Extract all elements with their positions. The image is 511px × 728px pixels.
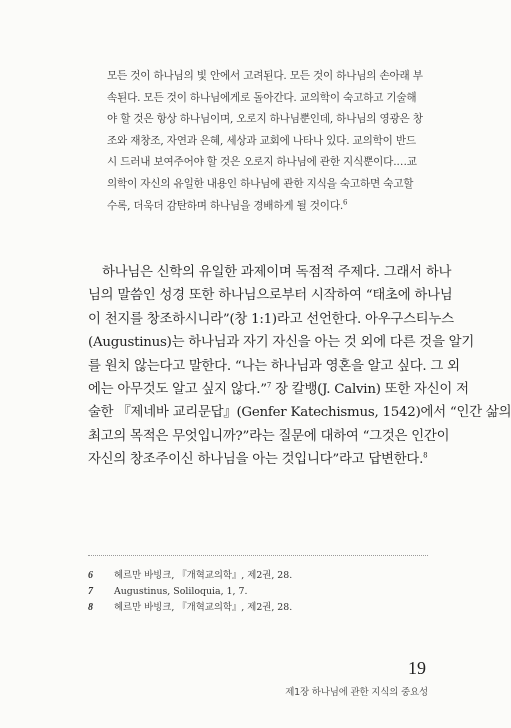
body-line-text: 장 칼뱅(J. Calvin) 또한 자신이 저 (271, 382, 469, 398)
quote-line: 시 드러내 보여주어야 할 것은 오로지 하나님에 관한 지식뿐이다.…교 (107, 156, 417, 169)
footnote-text: 헤르만 바빙크, 『개혁교의학』, 제2권, 28. (114, 602, 293, 613)
footnote-number: 8 (88, 602, 93, 613)
footnote-item (88, 568, 428, 584)
body-line: 를 원치 않는다고 말한다. “나는 하나님과 영혼을 알고 싶다. 그 외 (88, 358, 460, 374)
body-line: (Augustinus)는 하나님과 자기 자신을 아는 것 외에 다른 것을 알기 (88, 335, 475, 351)
body-line (88, 378, 469, 401)
body-line: 술한 『제네바 교리문답』(Genfer Katechismus, 1542)에서 “인간 삶의 (88, 405, 511, 421)
running-footer: 제1장 하나님에 관한 지식의 중요성 (285, 687, 428, 698)
body-paragraph (88, 261, 511, 472)
body-line: 최고의 목적은 무엇입니까?”라는 질문에 대하여 “그것은 인간이 (88, 428, 450, 444)
footnote-item (88, 584, 428, 600)
quote-line: 조와 재창조, 자연과 은혜, 세상과 교회에 나타나 있다. 교의학이 반드 (107, 134, 416, 147)
footnote-number: 6 (88, 570, 93, 581)
body-line-text: 자신의 창조주이신 하나님을 아는 것입니다”라고 답변한다. (88, 452, 424, 468)
body-line: 하나님은 신학의 유일한 과제이며 독점적 주제다. 그래서 하나 (102, 265, 452, 280)
footnote-divider (88, 555, 428, 556)
footnote-text: 헤르만 바빙크, 『개혁교의학』, 제2권, 28. (114, 570, 293, 581)
block-quote (107, 66, 425, 217)
footnote-ref[interactable]: 8 (423, 451, 428, 460)
quote-line: 속된다. 모든 것이 하나님에게로 돌아간다. 교의학이 숙고하고 기술해 (107, 91, 417, 104)
quote-line-text: 수록, 더욱더 감탄하며 하나님을 경배하게 될 것이다. (107, 199, 344, 212)
quote-line: 모든 것이 하나님의 빛 안에서 고려된다. 모든 것이 하나님의 손아래 부 (107, 70, 423, 82)
footnote-text: Augustinus, Soliloquia, 1, 7. (114, 586, 248, 597)
body-line: 이 천지를 창조하시니라”(창 1:1)라고 선언한다. 아우구스티누스 (88, 311, 454, 327)
body-line: 님의 말씀인 성경 또한 하나님으로부터 시작하여 “태초에 하나님 (88, 288, 453, 304)
quote-line: 야 할 것은 항상 하나님이며, 오로지 하나님뿐인데, 하나님의 영광은 창 (107, 113, 423, 126)
footnotes (88, 568, 428, 616)
body-line (88, 448, 428, 471)
footnote-ref[interactable]: 7 (266, 381, 272, 390)
quote-line: 의학이 자신의 유일한 내용인 하나님에 관한 지식을 숙고하면 숙고할 (107, 177, 414, 190)
page-number: 19 (408, 658, 426, 678)
quote-line (107, 196, 425, 218)
footnote-item (88, 600, 428, 616)
footnote-number: 7 (88, 586, 93, 597)
footnote-ref[interactable]: 6 (343, 198, 348, 207)
body-line-text: 에는 아무것도 알고 싶지 않다.” (88, 382, 267, 398)
